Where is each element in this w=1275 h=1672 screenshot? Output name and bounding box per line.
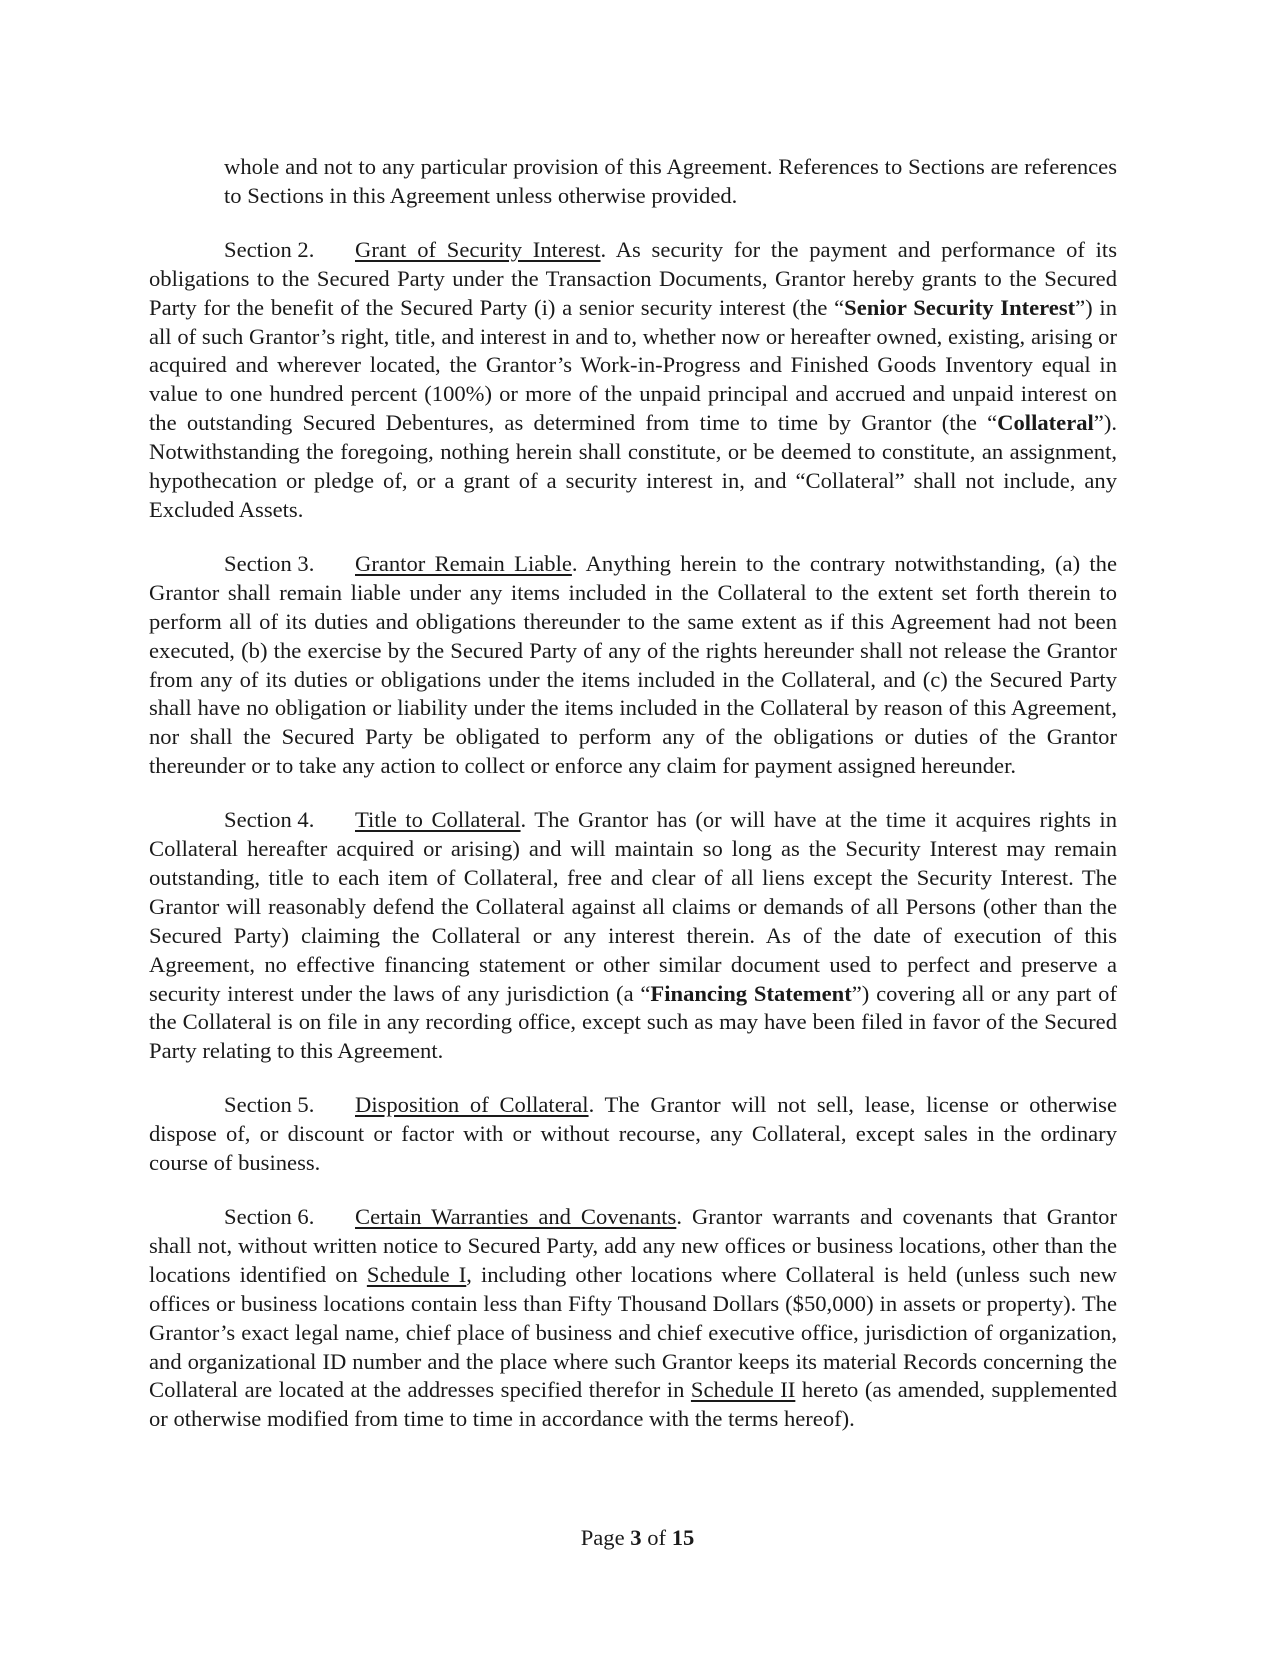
section-text: Grantor warrants and covenants that Grantor shall not, without written notice to Secured Party, add any new offices or business locations, other than the locations identified on	[149, 1204, 1117, 1287]
continuation-text: whole and not to any particular provision of this Agreement. References to Sections are references to Sections in this Agreement unless otherwise provided.	[224, 154, 1117, 208]
page-word: Page	[580, 1525, 631, 1550]
heading-punctuation: .	[600, 236, 607, 262]
of-word: of	[641, 1525, 672, 1550]
section-text: The Grantor has (or will have at the time it acquires rights in Collateral hereafter acquired or arising) and will maintain so long as the Security Interest may remain outstanding, title to each item of Collateral, free and clear of all liens except the Security Interest. The Grantor will reasonably defend the Collateral against all claims or demands of all Persons (other than the Secured Party) claiming the Collateral or any interest therein. As of the date of execution of this Agreement, no effective financing statement or other similar document used to perfect and preserve a security interest under the laws of any jurisdiction (a “	[149, 807, 1117, 1006]
section-text: ”). Notwithstanding the foregoing, nothing herein shall constitute, or be deemed to constitute, an assignment, hypothecation or pledge of, or a grant of a security interest in, and “Collateral” shall not include, any Excluded Assets.	[149, 410, 1117, 522]
section-text: ”) covering all or any part of the Collateral is on file in any recording office, except such as may have been filed in favor of the Secured Party relating to this Agreement.	[149, 980, 1117, 1064]
section-6-paragraph	[149, 1203, 1117, 1434]
section-text: , including other locations where Collateral is held (unless such new offices or business locations contain less than Fifty Thousand Dollars ($50,000) in assets or property). The Grantor’s exact legal name, chief place of business and chief executive office, jurisdiction of organization, and organizational ID number and the place where such Grantor keeps its material Records concerning the Collateral are located at the addresses specified therefor in	[149, 1261, 1117, 1403]
section-number: Section 5.	[224, 1092, 315, 1118]
heading-punctuation: .	[676, 1204, 682, 1229]
heading-punctuation: .	[571, 550, 578, 576]
schedule-reference: Schedule II	[690, 1377, 796, 1403]
section-4-paragraph	[149, 806, 1117, 1066]
defined-term: Collateral	[997, 410, 1094, 436]
section-text: ”) in all of such Grantor’s right, title, and interest in and to, whether now or hereafter owned, existing, arising or acquired and wherever located, the Grantor’s Work-in-Progress and Finished Goods Inventory equal in value to one hundred percent (100%) or more of the unpaid principal and accrued and unpaid interest on the outstanding Secured Debentures, as determined from time to time by Grantor (the “	[149, 294, 1118, 436]
section-text: The Grantor will not sell, lease, license or otherwise dispose of, or discount or factor with or without recourse, any Collateral, except sales in the ordinary course of business.	[149, 1092, 1117, 1176]
section-number: Section 6.	[224, 1204, 315, 1229]
total-pages: 15	[671, 1525, 695, 1550]
section-text: hereto (as amended, supplemented or otherwise modified from time to time in accordance with the terms hereof).	[149, 1377, 1118, 1432]
defined-term: Financing Statement	[650, 980, 852, 1006]
section-heading: Disposition of Collateral	[355, 1092, 589, 1118]
section-text: As security for the payment and performance of its obligations to the Secured Party under the Transaction Documents, Grantor hereby grants to the Secured Party for the benefit of the Secured Party (i) a senior security interest (the “	[149, 236, 1117, 320]
section-number: Section 2.	[224, 236, 315, 262]
defined-term: Senior Security Interest	[844, 294, 1076, 320]
section-heading: Grant of Security Interest	[355, 236, 601, 262]
section-heading: Title to Collateral	[355, 807, 521, 833]
schedule-reference: Schedule I	[366, 1261, 467, 1287]
section-number: Section 4.	[224, 807, 315, 833]
continuation-paragraph	[224, 153, 1117, 211]
section-5-paragraph	[149, 1091, 1117, 1178]
heading-punctuation: .	[588, 1092, 595, 1118]
section-2-paragraph	[149, 236, 1117, 525]
page-number: 3	[630, 1525, 642, 1550]
heading-punctuation: .	[520, 807, 527, 833]
section-heading: Grantor Remain Liable	[355, 550, 572, 576]
section-3-paragraph	[149, 550, 1117, 781]
document-body	[149, 153, 1117, 1459]
section-text: Anything herein to the contrary notwithstanding, (a) the Grantor shall remain liable under any items included in the Collateral to the extent set forth therein to perform all of its duties and obligations thereunder to the same extent as if this Agreement had not been executed, (b) the exercise by the Secured Party of any of the rights hereunder shall not release the Grantor from any of its duties or obligations under the items included in the Collateral, and (c) the Secured Party shall have no obligation or liability under the items included in the Collateral by reason of this Agreement, nor shall the Secured Party be obligated to perform any of the obligations or duties of the Grantor thereunder or to take any action to collect or enforce any claim for payment assigned hereunder.	[149, 550, 1118, 779]
page-footer	[0, 1524, 1275, 1553]
section-number: Section 3.	[224, 550, 315, 576]
section-heading: Certain Warranties and Covenants	[355, 1204, 677, 1229]
